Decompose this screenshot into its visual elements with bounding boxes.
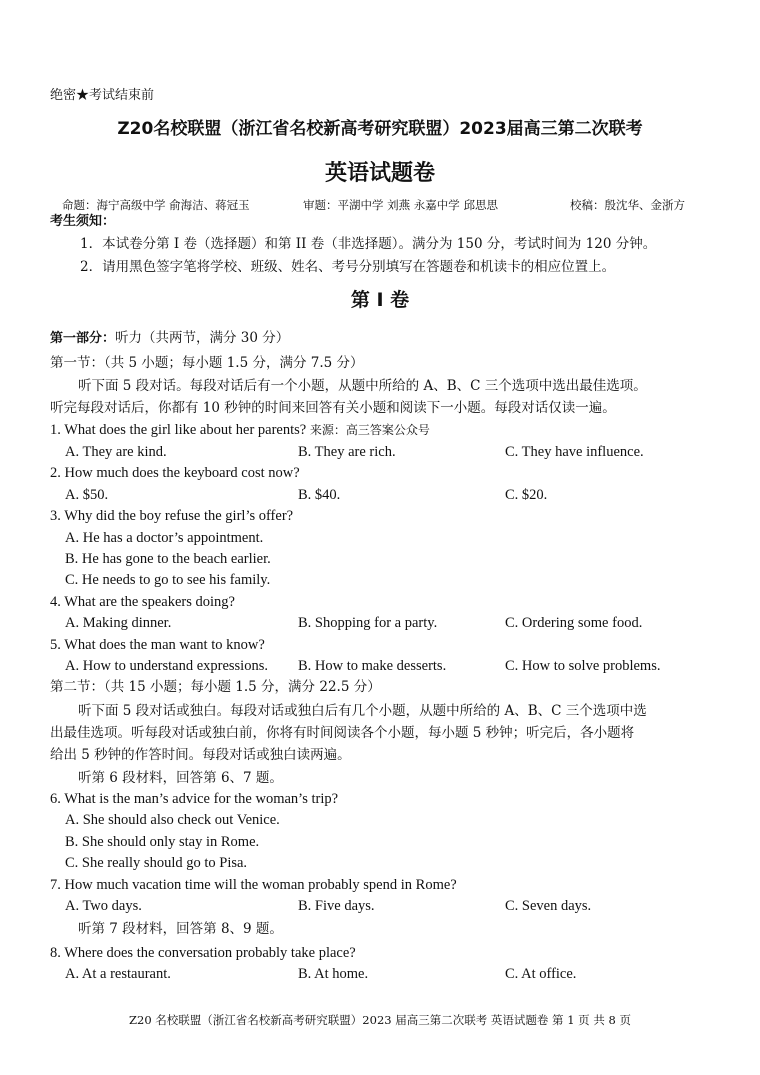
question-4-option-a: A. Making dinner. [65, 615, 172, 631]
question-5-option-b: B. How to make desserts. [298, 658, 447, 674]
question-3-option-b: B. He has gone to the beach earlier. [65, 551, 271, 567]
notice-item-2: 2．请用黑色签字笔将学校、班级、姓名、考号分别填写在答题卷和机读卡的相应位置上。 [80, 259, 616, 275]
part-one-label: 第一部分： [50, 331, 116, 346]
question-6-option-b: B. She should only stay in Rome. [65, 834, 260, 850]
section-one-instruction-2: 听完每段对话后，你都有 10 秒钟的时间来回答有关小题和阅读下一小题。每段对话仅读一遍。 [50, 400, 616, 416]
material-7-note: 听第 7 段材料，回答第 8、9 题。 [78, 921, 283, 937]
page-footer: Z20 名校联盟（浙江省名校新高考研究联盟）2023 届高三第二次联考 英语试题卷 第 1 页 共 8 页 [129, 1013, 631, 1027]
question-8-text: 8. Where does the conversation probably take place? [50, 945, 356, 961]
question-1-option-c: C. They have influence. [505, 444, 644, 460]
staff-proofreaders: 校稿：殷沈华、金浙方 [570, 198, 685, 212]
question-6-option-c: C. She really should go to Pisa. [65, 855, 248, 871]
subject-title: 英语试题卷 [324, 161, 435, 186]
question-1-note: 来源：高三答案公众号 [309, 423, 430, 437]
question-2-option-b: B. $40. [298, 487, 341, 503]
question-3-option-c: C. He needs to go to see his family. [65, 572, 271, 588]
part-one-heading [50, 329, 289, 348]
confidential-mark: 绝密★考试结束前 [50, 88, 155, 103]
notice-label: 考生须知： [50, 214, 116, 229]
question-8-option-a: A. At a restaurant. [65, 966, 171, 982]
question-5-option-a: A. How to understand expressions. [65, 658, 268, 674]
question-1 [50, 421, 430, 439]
question-1-text: 1. What does the girl like about her parents? [50, 422, 307, 438]
question-8-option-b: B. At home. [298, 966, 369, 982]
question-3-text: 3. Why did the boy refuse the girl’s offer? [50, 508, 294, 524]
section-one-instruction-1: 听下面 5 段对话。每段对话后有一个小题，从题中所给的 A、B、C 三个选项中选出最佳选项。 [78, 378, 647, 394]
question-7-option-a: A. Two days. [65, 898, 142, 914]
question-7-option-b: B. Five days. [298, 898, 375, 914]
section-two-heading: 第二节：（共 15 小题；每小题 1.5 分，满分 22.5 分） [50, 679, 381, 695]
section-two-instruction-3: 给出 5 秒钟的作答时间。每段对话或独白读两遍。 [50, 747, 351, 763]
question-3-option-a: A. He has a doctor’s appointment. [65, 530, 264, 546]
question-2-option-a: A. $50. [65, 487, 109, 503]
question-1-option-a: A. They are kind. [65, 444, 167, 460]
notice-item-1: 1．本试卷分第 I 卷（选择题）和第 II 卷（非选择题）。满分为 150 分，考试时间为 120 分钟。 [80, 236, 657, 252]
question-6-option-a: A. She should also check out Venice. [65, 812, 280, 828]
question-4-text: 4. What are the speakers doing? [50, 594, 235, 610]
material-6-note: 听第 6 段材料，回答第 6、7 题。 [78, 770, 283, 786]
exam-title: Z20名校联盟（浙江省名校新高考研究联盟）2023届高三第二次联考 [117, 119, 643, 139]
section-one-heading: 第一节：（共 5 小题；每小题 1.5 分，满分 7.5 分） [50, 355, 364, 371]
question-6-text: 6. What is the man’s advice for the woman’s trip? [50, 791, 339, 807]
question-7-option-c: C. Seven days. [505, 898, 592, 914]
question-2-option-c: C. $20. [505, 487, 548, 503]
question-8-option-c: C. At office. [505, 966, 577, 982]
question-7-text: 7. How much vacation time will the woman probably spend in Rome? [50, 877, 457, 893]
section-two-instruction-1: 听下面 5 段对话或独白。每段对话或独白后有几个小题，从题中所给的 A、B、C 三个选项中选 [78, 703, 647, 719]
question-5-option-c: C. How to solve problems. [505, 658, 661, 674]
question-5-text: 5. What does the man want to know? [50, 637, 265, 653]
section-two-instruction-2: 出最佳选项。听每段对话或独白前，你将有时间阅读各个小题，每小题 5 秒钟；听完后，各小题将 [50, 725, 635, 741]
question-2-text: 2. How much does the keyboard cost now? [50, 465, 300, 481]
volume-title: 第 I 卷 [350, 289, 410, 311]
question-4-option-c: C. Ordering some food. [505, 615, 643, 631]
part-one-title: 听力（共两节，满分 30 分） [115, 330, 290, 346]
staff-reviewers: 审题：平湖中学 刘燕 永嘉中学 邱思思 [303, 198, 498, 212]
question-1-option-b: B. They are rich. [298, 444, 396, 460]
staff-setters: 命题：海宁高级中学 俞海洁、蒋冠玉 [62, 198, 250, 212]
question-4-option-b: B. Shopping for a party. [298, 615, 438, 631]
